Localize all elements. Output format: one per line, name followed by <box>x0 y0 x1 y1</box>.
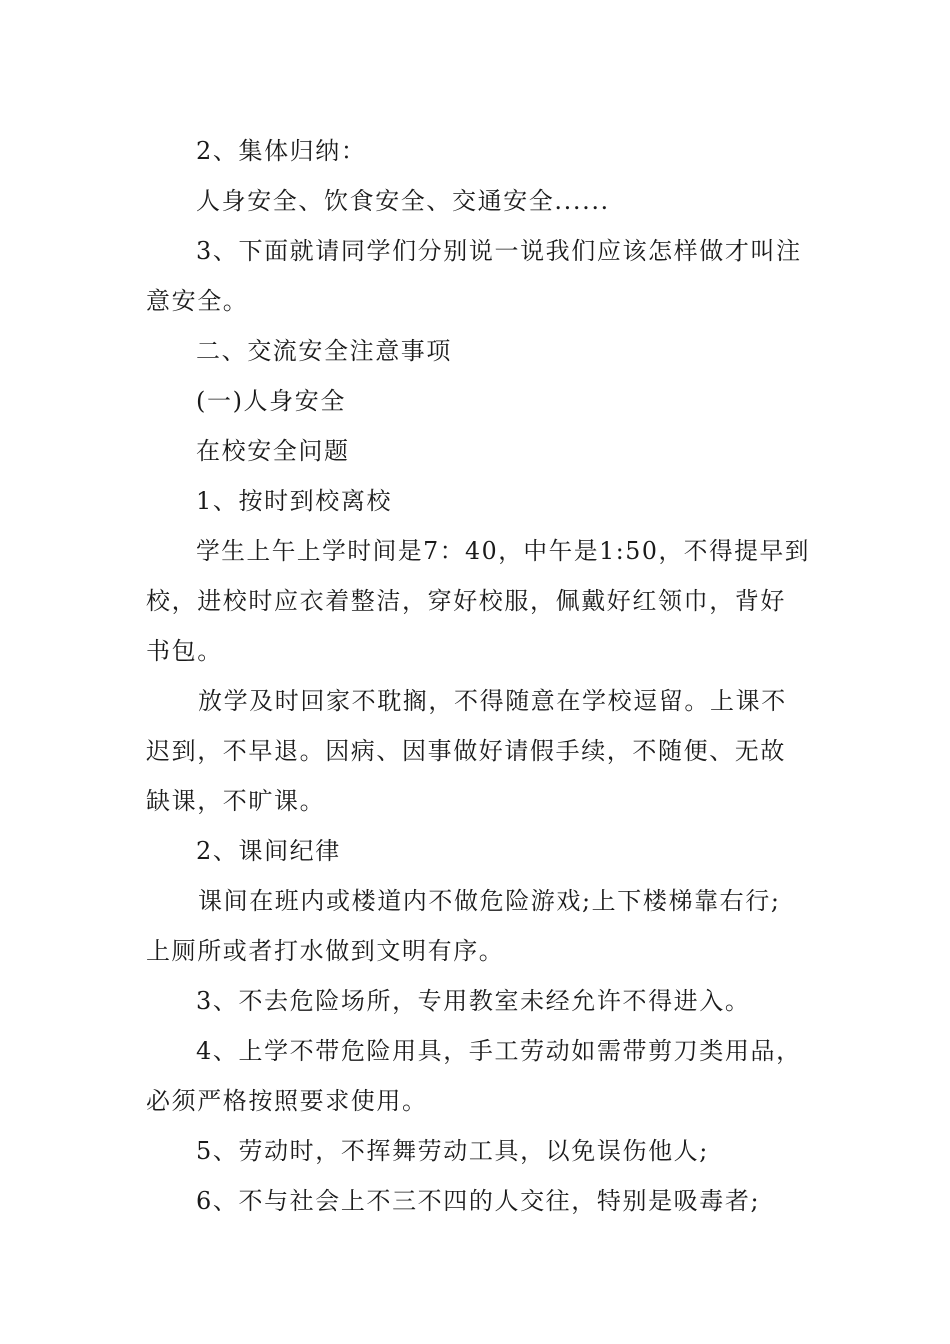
paragraph-line: 书包。 <box>146 637 223 665</box>
paragraph-line: 课间在班内或楼道内不做危险游戏;上下楼梯靠右行; <box>198 887 781 915</box>
heading-collective-summary: 2、集体归纳： <box>196 137 367 165</box>
paragraph-line: 学生上午上学时间是7：40，中午是1:50，不得提早到 <box>196 537 810 565</box>
section-heading: 二、交流安全注意事项 <box>196 337 452 365</box>
paragraph-line: 缺课，不旷课。 <box>146 787 326 815</box>
topic-heading: 在校安全问题 <box>196 437 350 465</box>
paragraph-line: 3、下面就请同学们分别说一说我们应该怎样做才叫注 <box>196 237 802 265</box>
paragraph-line: 上厕所或者打水做到文明有序。 <box>146 937 505 965</box>
list-item: 3、不去危险场所，专用教室未经允许不得进入。 <box>196 987 751 1015</box>
paragraph-line: 放学及时回家不耽搁，不得随意在学校逗留。上课不 <box>198 687 787 715</box>
summary-text: 人身安全、饮食安全、交通安全...... <box>196 187 610 215</box>
paragraph-line: 意安全。 <box>146 287 249 315</box>
list-item: 4、上学不带危险用具，手工劳动如需带剪刀类用品， <box>196 1037 802 1065</box>
paragraph-line: 迟到，不早退。因病、因事做好请假手续，不随便、无故 <box>146 737 786 765</box>
paragraph-line: 必须严格按照要求使用。 <box>146 1087 428 1115</box>
paragraph-line: 校，进校时应衣着整洁，穿好校服，佩戴好红领巾，背好 <box>146 587 786 615</box>
subsection-heading: (一)人身安全 <box>196 387 346 415</box>
list-item: 6、不与社会上不三不四的人交往，特别是吸毒者; <box>196 1187 761 1215</box>
list-item: 5、劳动时，不挥舞劳动工具，以免误伤他人; <box>196 1137 709 1165</box>
item-heading: 1、按时到校离校 <box>196 487 393 515</box>
item-heading: 2、课间纪律 <box>196 837 341 865</box>
